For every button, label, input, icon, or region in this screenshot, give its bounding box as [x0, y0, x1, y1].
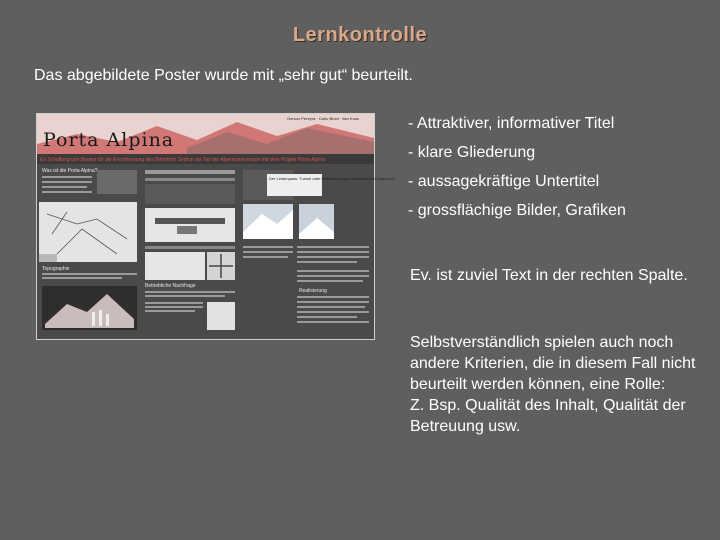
- slide-subtitle: Das abgebildete Poster wurde mit „sehr gut“ beurteilt.: [34, 67, 413, 84]
- poster-header-line: Gerson Pereyra · Carlo Bruni · Ilan Koss: [287, 116, 359, 121]
- poster-section-topography: Topographie: [42, 266, 70, 272]
- slide-title: Lernkontrolle: [292, 24, 428, 46]
- poster-graphic: [37, 114, 396, 339]
- criteria-item: - aussagekräftige Untertitel: [408, 173, 600, 190]
- criteria-list: [408, 114, 708, 230]
- poster-col-heading: Was ist die Porta Alpina?: [42, 168, 98, 174]
- criteria-item: - grossflächige Bilder, Grafiken: [408, 202, 626, 219]
- poster-image: [36, 113, 396, 340]
- criteria-item: - Attraktiver, informativer Titel: [408, 115, 615, 132]
- note-text: Ev. ist zuviel Text in der rechten Spalte.: [410, 267, 688, 284]
- poster-intro-line: Es Schaffung von Bauten für die Erschliessung des Bahnhofs Sedrun als Teil der Alpentransversale mit dem Projekt Porta Alpina: [40, 157, 325, 163]
- poster-callout: Der Lindenpass: Tunnel oder Hebesteigungen unterirdischen Bahnhof?: [269, 176, 396, 181]
- poster-title: Porta Alpina: [43, 129, 175, 151]
- closing-text: Selbstverständlich spielen auch noch andere Kriterien, die in diesem Fall nicht beurteilt werden können, eine Rolle: Z. Bsp. Qualität des Inhalt, Qualität der Betreuung usw.: [410, 334, 696, 435]
- poster-section-realisierung: Realisierung: [299, 288, 327, 294]
- criteria-item: - klare Gliederung: [408, 144, 536, 161]
- poster-section-betrieblich: Betriebliche Nachfrage: [145, 283, 196, 289]
